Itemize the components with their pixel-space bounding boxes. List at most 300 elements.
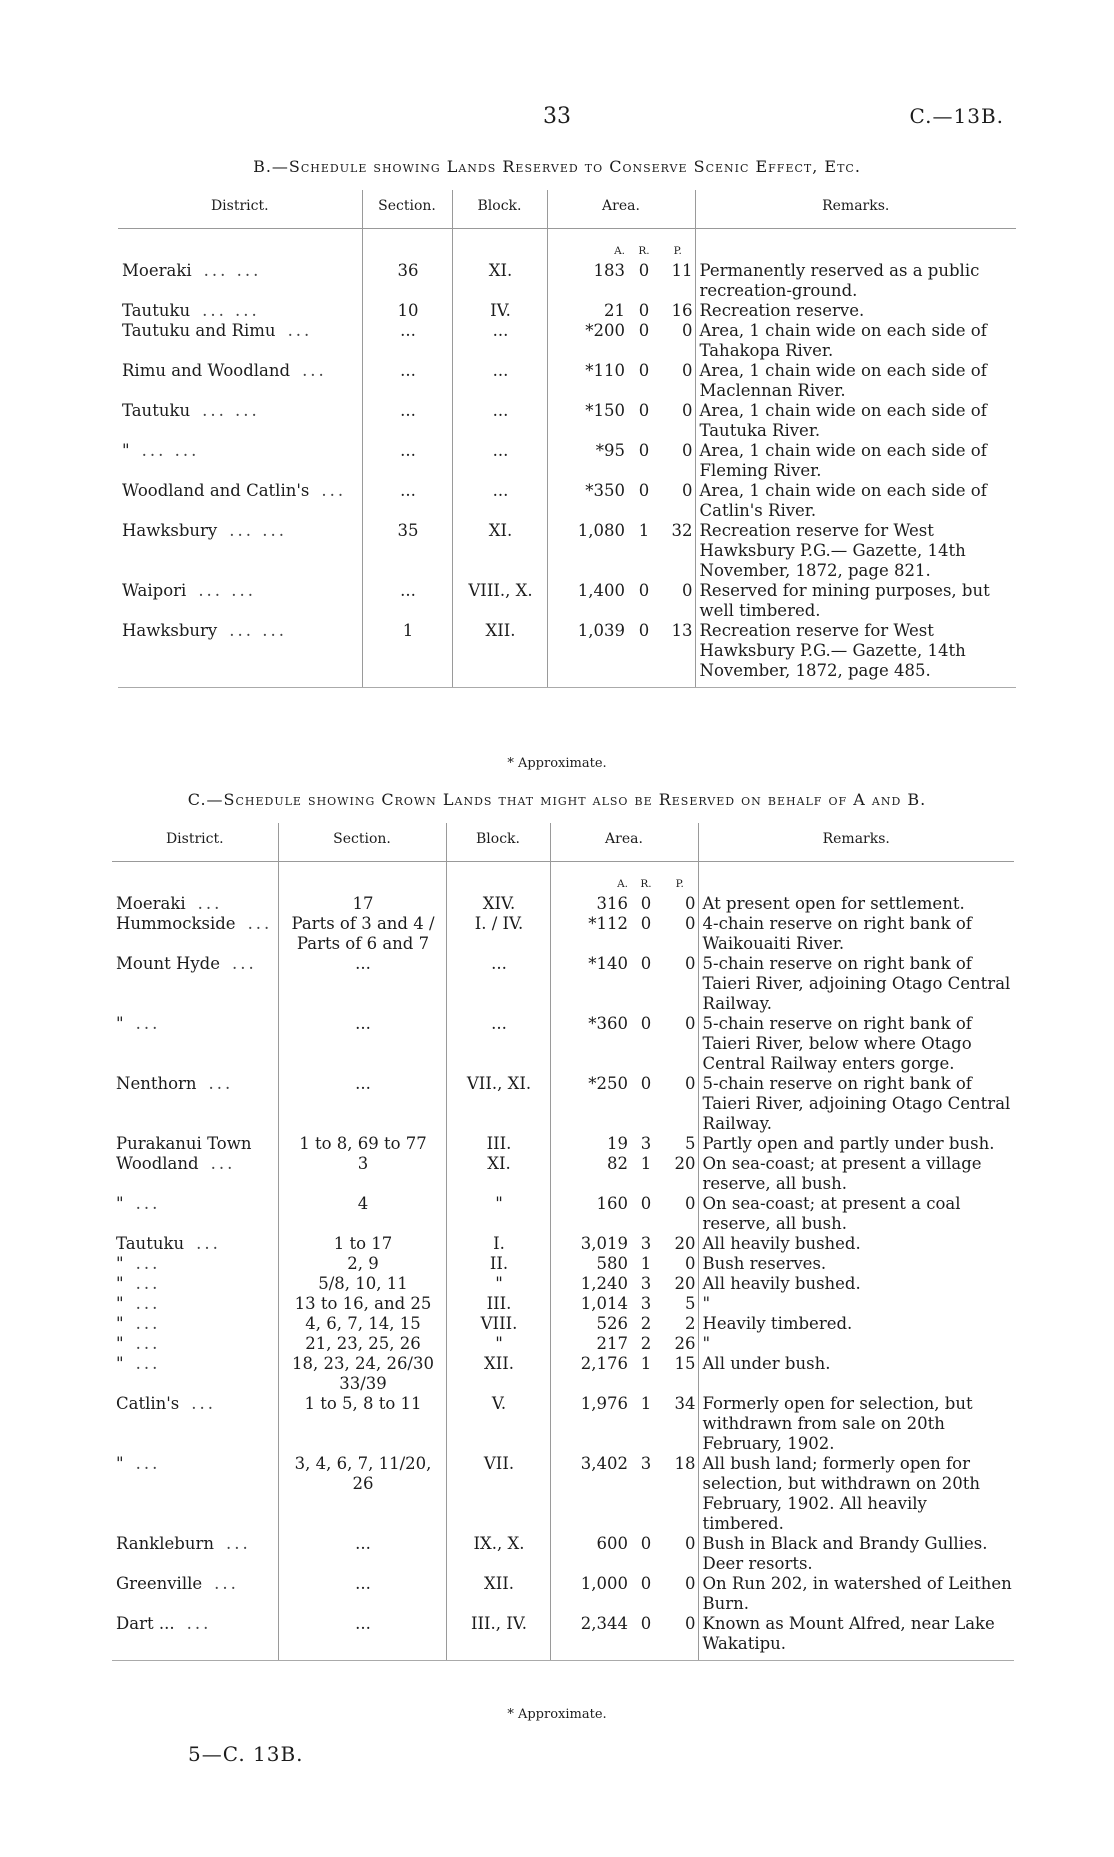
district-name: ": [116, 1454, 124, 1473]
leader-dots: ... ...: [141, 441, 200, 460]
remarks-cell: 5-chain reserve on right bank of Taieri River, adjoining Otago Central Railway.: [698, 954, 1014, 1014]
district-name: Hawksbury: [122, 521, 218, 540]
unit-perches: P.: [675, 878, 684, 890]
unit-perches: P.: [673, 245, 682, 257]
col-block: Block.: [452, 190, 547, 229]
district-cell: [112, 894, 278, 914]
area-acres-cell: *112: [550, 914, 630, 954]
col-district: District.: [112, 823, 278, 862]
area-perches-cell: 0: [682, 321, 693, 340]
district-name: Rimu and Woodland: [122, 361, 291, 380]
remarks-cell: Area, 1 chain wide on each side of Maclennan River.: [695, 361, 1016, 401]
area-acres-cell: *360: [550, 1014, 630, 1074]
district-name: ": [116, 1254, 124, 1273]
area-roods-cell: 1: [640, 1254, 652, 1273]
district-name: ": [116, 1314, 124, 1333]
area-roods-cell: 0: [640, 954, 652, 973]
leader-dots: ...: [191, 1394, 217, 1413]
area-perches-cell: 13: [659, 621, 695, 688]
district-name: Dart ...: [116, 1614, 175, 1633]
area-perches-cell: 0: [660, 1614, 698, 1661]
area-perches-cell: 20: [674, 1154, 696, 1173]
schedule-b-table: [118, 190, 1016, 688]
leader-dots: ...: [135, 1334, 161, 1353]
leader-dots: ... ...: [229, 621, 287, 640]
leader-dots: ...: [135, 1314, 161, 1333]
area-perches-cell: 34: [674, 1394, 696, 1413]
table-row: [112, 1574, 1014, 1614]
area-units-row: [112, 862, 1014, 895]
district-name: Tautuku: [122, 301, 191, 320]
table-row: [112, 1394, 1014, 1454]
area-roods-cell: 0: [640, 1074, 652, 1093]
area-acres-cell: *110: [547, 361, 627, 401]
district-cell: [118, 481, 362, 521]
section-cell: 36: [362, 261, 452, 301]
area-roods-cell: 0: [627, 621, 659, 688]
district-name: Woodland and Catlin's: [122, 481, 310, 500]
district-cell: [112, 1314, 278, 1334]
block-cell: V.: [446, 1394, 550, 1454]
table-row: [112, 894, 1014, 914]
leader-dots: ...: [302, 361, 327, 380]
table-row: [112, 1154, 1014, 1194]
district-cell: [112, 1014, 278, 1074]
leader-dots: ... ...: [229, 521, 287, 540]
table-row: [112, 1454, 1014, 1534]
area-roods-cell: 0: [638, 401, 650, 420]
schedule-c-table: [112, 823, 1014, 1661]
area-perches-cell: 0: [685, 894, 696, 913]
district-cell: [118, 581, 362, 621]
district-name: ": [116, 1194, 124, 1213]
area-perches-cell: 0: [685, 1254, 696, 1273]
block-cell: XII.: [452, 621, 547, 688]
block-cell: III., IV.: [446, 1614, 550, 1661]
table-row: [112, 1194, 1014, 1234]
leader-dots: ...: [135, 1194, 161, 1213]
area-perches-cell: 26: [674, 1334, 696, 1353]
area-acres-cell: *150: [547, 401, 627, 441]
district-name: Tautuku and Rimu: [122, 321, 276, 340]
district-cell: [118, 521, 362, 581]
block-cell: II.: [446, 1254, 550, 1274]
table-row: [112, 1074, 1014, 1134]
table-row: [118, 621, 1016, 688]
area-perches-cell: 0: [685, 914, 696, 933]
table-row: [112, 1334, 1014, 1354]
remarks-cell: All heavily bushed.: [698, 1274, 1014, 1294]
leader-dots: ...: [208, 1074, 234, 1093]
district-cell: [112, 1254, 278, 1274]
section-cell: ...: [362, 361, 452, 401]
table-row: [112, 1354, 1014, 1394]
district-name: Tautuku: [116, 1234, 185, 1253]
area-roods-cell: 0: [640, 894, 652, 913]
block-cell: IX., X.: [446, 1534, 550, 1574]
remarks-cell: Recreation reserve.: [695, 301, 1016, 321]
remarks-cell: Permanently reserved as a public recreation-ground.: [695, 261, 1016, 301]
district-name: Tautuku: [122, 401, 191, 420]
area-perches-cell: 11: [671, 261, 693, 280]
area-acres-cell: 19: [550, 1134, 630, 1154]
block-cell: VIII.: [446, 1314, 550, 1334]
area-perches-cell: 0: [682, 581, 693, 600]
area-roods-cell: 0: [640, 1574, 652, 1593]
area-acres-cell: *95: [547, 441, 627, 481]
area-acres-cell: 1,080: [547, 521, 627, 581]
block-cell: ...: [452, 361, 547, 401]
col-remarks: Remarks.: [698, 823, 1014, 862]
remarks-cell: 5-chain reserve on right bank of Taieri River, adjoining Otago Central Railway.: [698, 1074, 1014, 1134]
remarks-cell: 4-chain reserve on right bank of Waikouaiti River.: [698, 914, 1014, 954]
section-cell: 1 to 8, 69 to 77: [278, 1134, 446, 1154]
area-acres-cell: *250: [550, 1074, 630, 1134]
section-cell: 10: [362, 301, 452, 321]
area-roods-cell: 0: [638, 361, 650, 380]
area-perches-cell: 0: [685, 1534, 696, 1553]
block-cell: VIII., X.: [452, 581, 547, 621]
area-roods-cell: 3: [640, 1234, 652, 1253]
area-roods-cell: 3: [640, 1274, 652, 1293]
block-cell: ": [446, 1274, 550, 1294]
area-perches-cell: 0: [685, 1014, 696, 1033]
area-roods-cell: 1: [640, 1154, 652, 1173]
area-roods-cell: 3: [640, 1294, 652, 1313]
district-cell: [118, 361, 362, 401]
area-roods-cell: 2: [640, 1334, 652, 1353]
leader-dots: ... ...: [198, 581, 257, 600]
area-roods-cell: 0: [640, 1014, 652, 1033]
remarks-cell: Partly open and partly under bush.: [698, 1134, 1014, 1154]
remarks-cell: Formerly open for selection, but withdrawn from sale on 20th February, 1902.: [698, 1394, 1014, 1454]
section-cell: ...: [278, 1014, 446, 1074]
district-name: Rankleburn: [116, 1534, 215, 1553]
district-name: Catlin's: [116, 1394, 180, 1413]
district-cell: [112, 1454, 278, 1534]
section-cell: ...: [278, 1534, 446, 1574]
block-cell: XII.: [446, 1574, 550, 1614]
remarks-cell: All heavily bushed.: [698, 1234, 1014, 1254]
district-cell: [112, 1074, 278, 1134]
area-acres-cell: 2,176: [550, 1354, 630, 1394]
table-row: [112, 914, 1014, 954]
table-row: [112, 1254, 1014, 1274]
district-name: ": [116, 1334, 124, 1353]
district-cell: [112, 954, 278, 1014]
district-name: ": [122, 441, 130, 460]
section-cell: ...: [278, 1614, 446, 1661]
district-cell: [112, 1574, 278, 1614]
area-perches-cell: 0: [682, 441, 693, 460]
remarks-cell: Area, 1 chain wide on each side of Tahakopa River.: [695, 321, 1016, 361]
table-row: [112, 1234, 1014, 1254]
area-acres-cell: 217: [550, 1334, 630, 1354]
col-section: Section.: [278, 823, 446, 862]
area-perches-cell: 0: [685, 1194, 696, 1213]
area-roods-cell: 3: [640, 1454, 652, 1473]
district-cell: [112, 1354, 278, 1394]
block-cell: ...: [452, 441, 547, 481]
table-row: [118, 301, 1016, 321]
section-cell: 17: [278, 894, 446, 914]
area-acres-cell: 2,344: [550, 1614, 630, 1661]
table-row: [118, 521, 1016, 581]
leader-dots: ... ...: [202, 401, 260, 420]
block-cell: XII.: [446, 1354, 550, 1394]
district-cell: [118, 441, 362, 481]
table-row: [112, 1314, 1014, 1334]
area-roods-cell: 0: [640, 1194, 652, 1213]
area-perches-cell: 0: [685, 954, 696, 973]
district-cell: [112, 1534, 278, 1574]
paper-reference: C.—13B.: [909, 104, 1004, 128]
area-perches-cell: 0: [682, 361, 693, 380]
area-perches-cell: 20: [674, 1234, 696, 1253]
section-cell: ...: [278, 954, 446, 1014]
district-name: Moeraki: [116, 894, 186, 913]
area-acres-cell: 82: [550, 1154, 630, 1194]
table-row: [118, 481, 1016, 521]
remarks-cell: Area, 1 chain wide on each side of Tautuka River.: [695, 401, 1016, 441]
area-acres-cell: 1,039: [547, 621, 627, 688]
section-cell: 3: [278, 1154, 446, 1194]
leader-dots: ...: [226, 1534, 251, 1553]
district-name: Waipori: [122, 581, 187, 600]
table-row: [112, 1014, 1014, 1074]
section-cell: ...: [362, 481, 452, 521]
area-roods-cell: 0: [638, 321, 650, 340]
remarks-cell: ": [698, 1294, 1014, 1314]
table-row: [118, 361, 1016, 401]
col-block: Block.: [446, 823, 550, 862]
area-units-row: [118, 229, 1016, 262]
leader-dots: ...: [135, 1274, 161, 1293]
table-row: [118, 441, 1016, 481]
area-acres-cell: 1,240: [550, 1274, 630, 1294]
district-cell: [112, 914, 278, 954]
remarks-cell: Bush in Black and Brandy Gullies. Deer resorts.: [698, 1534, 1014, 1574]
section-cell: ...: [362, 581, 452, 621]
section-cell: 2, 9: [278, 1254, 446, 1274]
district-cell: [112, 1274, 278, 1294]
remarks-cell: Heavily timbered.: [698, 1314, 1014, 1334]
block-cell: XI.: [452, 261, 547, 301]
area-acres-cell: 3,402: [550, 1454, 630, 1534]
district-cell: [112, 1194, 278, 1234]
section-cell: 1: [362, 621, 452, 688]
schedule-b-title: B.—Schedule showing Lands Reserved to Conserve Scenic Effect, Etc.: [253, 157, 861, 176]
remarks-cell: Area, 1 chain wide on each side of Catlin's River.: [695, 481, 1016, 521]
area-perches-cell: 5: [685, 1134, 696, 1153]
leader-dots: ...: [197, 894, 223, 913]
table-row: [112, 954, 1014, 1014]
district-name: Hummockside: [116, 914, 236, 933]
leader-dots: ...: [186, 1614, 212, 1633]
district-name: Moeraki: [122, 261, 192, 280]
table-row: [118, 321, 1016, 361]
block-cell: ...: [452, 481, 547, 521]
remarks-cell: Known as Mount Alfred, near Lake Wakatipu.: [698, 1614, 1014, 1661]
col-area: Area.: [547, 190, 695, 229]
area-acres-cell: 1,000: [550, 1574, 630, 1614]
leader-dots: ...: [287, 321, 313, 340]
area-acres-cell: 1,014: [550, 1294, 630, 1314]
area-roods-cell: 0: [638, 581, 650, 600]
remarks-cell: On Run 202, in watershed of Leithen Burn.: [698, 1574, 1014, 1614]
leader-dots: ...: [196, 1234, 221, 1253]
block-cell: ...: [446, 954, 550, 1014]
district-name: ": [116, 1274, 124, 1293]
block-cell: III.: [446, 1294, 550, 1314]
area-roods-cell: 2: [640, 1314, 652, 1333]
leader-dots: ... ...: [203, 261, 262, 280]
table-row: [112, 1614, 1014, 1661]
table-row: [118, 401, 1016, 441]
district-name: Woodland: [116, 1154, 199, 1173]
area-roods-cell: 0: [640, 1534, 652, 1553]
area-acres-cell: *350: [547, 481, 627, 521]
area-roods-cell: 1: [640, 1394, 652, 1413]
block-cell: ...: [446, 1014, 550, 1074]
section-cell: ...: [278, 1574, 446, 1614]
remarks-cell: All under bush.: [698, 1354, 1014, 1394]
schedule-c-footnote: * Approximate.: [507, 1707, 607, 1722]
area-acres-cell: 526: [550, 1314, 630, 1334]
leader-dots: ...: [135, 1294, 161, 1313]
area-roods-cell: 0: [638, 481, 650, 500]
leader-dots: ...: [214, 1574, 239, 1593]
leader-dots: ...: [210, 1154, 236, 1173]
district-name: Greenville: [116, 1574, 203, 1593]
area-acres-cell: 580: [550, 1254, 630, 1274]
remarks-cell: 5-chain reserve on right bank of Taieri River, below where Otago Central Railway enters gorge.: [698, 1014, 1014, 1074]
area-perches-cell: 2: [685, 1314, 696, 1333]
schedule-b-footnote: * Approximate.: [507, 756, 607, 771]
area-acres-cell: 3,019: [550, 1234, 630, 1254]
print-code: 5—C. 13B.: [188, 1742, 304, 1766]
remarks-cell: Bush reserves.: [698, 1254, 1014, 1274]
table-row: [112, 1534, 1014, 1574]
district-name: Mount Hyde: [116, 954, 220, 973]
area-acres-cell: 160: [550, 1194, 630, 1234]
area-roods-cell: 1: [640, 1354, 652, 1373]
district-cell: [112, 1334, 278, 1354]
area-perches-cell: 15: [674, 1354, 696, 1373]
block-cell: XI.: [452, 521, 547, 581]
section-cell: 3, 4, 6, 7, 11/20, 26: [278, 1454, 446, 1534]
area-acres-cell: 21: [547, 301, 627, 321]
area-acres-cell: *200: [547, 321, 627, 361]
col-area: Area.: [550, 823, 698, 862]
area-perches-cell: 20: [674, 1274, 696, 1293]
district-cell: [118, 261, 362, 301]
col-remarks: Remarks.: [695, 190, 1016, 229]
table-row: [118, 261, 1016, 301]
remarks-cell: At present open for settlement.: [698, 894, 1014, 914]
area-acres-cell: 183: [547, 261, 627, 301]
table-row: [112, 1134, 1014, 1154]
block-cell: ...: [452, 321, 547, 361]
table-row: [112, 1274, 1014, 1294]
district-name: ": [116, 1014, 124, 1033]
district-cell: [112, 1614, 278, 1661]
block-cell: IV.: [452, 301, 547, 321]
district-cell: [112, 1394, 278, 1454]
section-cell: 4, 6, 7, 14, 15: [278, 1314, 446, 1334]
section-cell: 4: [278, 1194, 446, 1234]
section-cell: 13 to 16, and 25: [278, 1294, 446, 1314]
block-cell: I.: [446, 1234, 550, 1254]
block-cell: XIV.: [446, 894, 550, 914]
area-perches-cell: 0: [685, 1574, 696, 1593]
table-row: [118, 581, 1016, 621]
district-name: ": [116, 1354, 124, 1373]
col-district: District.: [118, 190, 362, 229]
district-name: Nenthorn: [116, 1074, 197, 1093]
section-cell: ...: [362, 441, 452, 481]
district-cell: [112, 1134, 278, 1154]
block-cell: XI.: [446, 1154, 550, 1194]
area-perches-cell: 32: [671, 521, 693, 540]
district-cell: [118, 301, 362, 321]
area-perches-cell: 18: [674, 1454, 696, 1473]
leader-dots: ...: [247, 914, 273, 933]
leader-dots: ...: [135, 1454, 161, 1473]
remarks-cell: On sea-coast; at present a coal reserve, all bush.: [698, 1194, 1014, 1234]
area-perches-cell: 0: [682, 401, 693, 420]
leader-dots: ...: [135, 1354, 161, 1373]
area-roods-cell: 0: [638, 441, 650, 460]
section-cell: ...: [362, 321, 452, 361]
leader-dots: ... ...: [202, 301, 260, 320]
leader-dots: ...: [135, 1014, 161, 1033]
block-cell: III.: [446, 1134, 550, 1154]
area-acres-cell: 1,400: [547, 581, 627, 621]
block-cell: ": [446, 1334, 550, 1354]
block-cell: ...: [452, 401, 547, 441]
area-acres-cell: *140: [550, 954, 630, 1014]
remarks-cell: Recreation reserve for West Hawksbury P.G.— Gazette, 14th November, 1872, page 821.: [695, 521, 1016, 581]
page-number: 33: [543, 104, 571, 129]
remarks-cell: ": [698, 1334, 1014, 1354]
block-cell: ": [446, 1194, 550, 1234]
leader-dots: ...: [135, 1254, 161, 1273]
section-cell: 5/8, 10, 11: [278, 1274, 446, 1294]
area-perches-cell: 0: [682, 481, 693, 500]
section-cell: 1 to 17: [278, 1234, 446, 1254]
area-roods-cell: 0: [638, 301, 650, 320]
district-cell: [112, 1294, 278, 1314]
area-roods-cell: 0: [630, 1614, 660, 1661]
remarks-cell: All bush land; formerly open for selection, but withdrawn on 20th February, 1902. All heavily timbered.: [698, 1454, 1014, 1534]
unit-roods: R.: [638, 245, 650, 257]
district-cell: [118, 621, 362, 688]
district-name: Hawksbury: [122, 621, 218, 640]
district-cell: [112, 1234, 278, 1254]
area-perches-cell: 0: [685, 1074, 696, 1093]
district-cell: [112, 1154, 278, 1194]
area-acres-cell: 316: [550, 894, 630, 914]
remarks-cell: Area, 1 chain wide on each side of Fleming River.: [695, 441, 1016, 481]
district-name: Purakanui Town: [116, 1134, 252, 1153]
unit-acres: A.: [547, 229, 627, 262]
area-roods-cell: 1: [638, 521, 650, 540]
section-cell: 18, 23, 24, 26/30 33/39: [278, 1354, 446, 1394]
section-cell: ...: [278, 1074, 446, 1134]
section-cell: 1 to 5, 8 to 11: [278, 1394, 446, 1454]
remarks-cell: On sea-coast; at present a village reserve, all bush.: [698, 1154, 1014, 1194]
